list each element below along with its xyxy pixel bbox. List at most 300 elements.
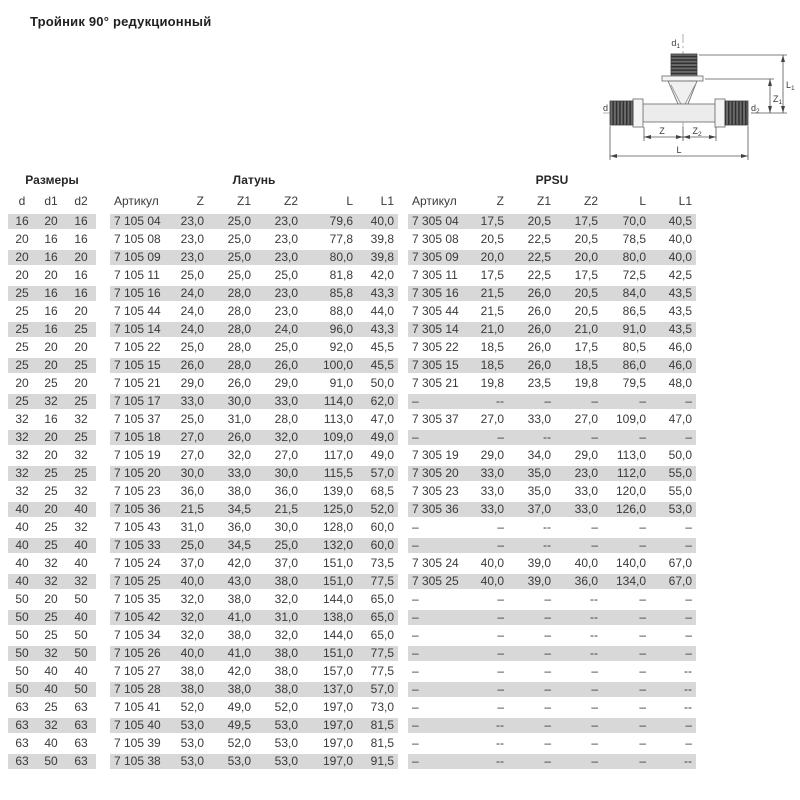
- article-cell: 7 105 26: [110, 645, 162, 663]
- size-cell: 16: [36, 249, 66, 267]
- fitting-diagram: [575, 15, 800, 165]
- value-cell: 49,0: [208, 699, 255, 717]
- value-cell: 60,0: [357, 519, 398, 537]
- size-cell: 50: [8, 609, 36, 627]
- size-cell: 50: [8, 663, 36, 681]
- column-gap: [398, 357, 408, 375]
- value-cell: –: [650, 537, 696, 555]
- column-gap: [96, 393, 110, 411]
- size-cell: 20: [36, 429, 66, 447]
- col-header-ppsu-article: Артикул: [412, 194, 457, 208]
- value-cell: 17,5: [462, 267, 508, 285]
- column-gap: [398, 429, 408, 447]
- size-cell: 40: [36, 735, 66, 753]
- value-cell: 21,0: [462, 321, 508, 339]
- value-cell: –: [555, 537, 602, 555]
- value-cell: 28,0: [255, 411, 302, 429]
- table-row: [8, 735, 696, 753]
- table-row: [8, 339, 696, 357]
- column-gap: [96, 172, 110, 192]
- size-cell: 50: [8, 591, 36, 609]
- value-cell: 40,0: [162, 573, 208, 591]
- value-cell: –: [650, 393, 696, 411]
- value-cell: 49,0: [357, 429, 398, 447]
- value-cell: 32,0: [255, 627, 302, 645]
- table-row: [8, 249, 696, 267]
- value-cell: --: [555, 627, 602, 645]
- value-cell: 79,6: [302, 213, 357, 231]
- size-cell: 32: [66, 447, 96, 465]
- dim-label-l: L: [676, 145, 682, 155]
- value-cell: 53,0: [255, 735, 302, 753]
- value-cell: 33,0: [462, 501, 508, 519]
- value-cell: 88,0: [302, 303, 357, 321]
- table-row: [8, 375, 696, 393]
- value-cell: 80,0: [302, 249, 357, 267]
- value-cell: 92,0: [302, 339, 357, 357]
- value-cell: 144,0: [302, 591, 357, 609]
- article-cell: 7 105 19: [110, 447, 162, 465]
- col-header-d2: d2: [74, 194, 88, 208]
- value-cell: –: [650, 627, 696, 645]
- value-cell: 43,0: [208, 573, 255, 591]
- col-header-d1: d1: [44, 194, 58, 208]
- size-cell: 32: [66, 483, 96, 501]
- value-cell: 23,0: [162, 213, 208, 231]
- value-cell: –: [462, 645, 508, 663]
- value-cell: 86,0: [602, 357, 650, 375]
- size-cell: 20: [66, 339, 96, 357]
- value-cell: 40,5: [650, 213, 696, 231]
- column-gap: [398, 339, 408, 357]
- value-cell: 38,0: [162, 663, 208, 681]
- value-cell: 81,8: [302, 267, 357, 285]
- value-cell: 33,0: [255, 393, 302, 411]
- col-header-ppsu-l: L: [639, 194, 646, 208]
- column-gap: [96, 573, 110, 591]
- size-cell: 63: [66, 699, 96, 717]
- value-cell: 24,0: [162, 321, 208, 339]
- article-cell: 7 305 16: [408, 285, 462, 303]
- article-cell: 7 305 11: [408, 267, 462, 285]
- column-gap: [96, 645, 110, 663]
- table-row: [8, 321, 696, 339]
- value-cell: 132,0: [302, 537, 357, 555]
- value-cell: 46,0: [650, 339, 696, 357]
- size-cell: 20: [36, 591, 66, 609]
- value-cell: 46,0: [650, 357, 696, 375]
- value-cell: –: [602, 753, 650, 771]
- funnel-body: [668, 81, 697, 104]
- value-cell: 23,5: [508, 375, 555, 393]
- dim-label-z2: $Z_2$: [692, 126, 702, 138]
- value-cell: 42,0: [208, 555, 255, 573]
- value-cell: 22,5: [508, 267, 555, 285]
- size-cell: 40: [66, 501, 96, 519]
- size-cell: 50: [66, 591, 96, 609]
- column-gap: [398, 172, 408, 192]
- value-cell: 20,0: [555, 249, 602, 267]
- size-cell: 20: [36, 339, 66, 357]
- value-cell: 33,0: [208, 465, 255, 483]
- value-cell: 32,0: [255, 591, 302, 609]
- table-row: [8, 357, 696, 375]
- size-cell: 16: [36, 321, 66, 339]
- value-cell: 40,0: [462, 555, 508, 573]
- column-gap: [96, 375, 110, 393]
- article-cell: 7 105 14: [110, 321, 162, 339]
- value-cell: 28,0: [208, 303, 255, 321]
- col-header-brass-z1: Z1: [236, 194, 251, 208]
- value-cell: –: [462, 627, 508, 645]
- value-cell: 85,8: [302, 285, 357, 303]
- article-cell: 7 105 39: [110, 735, 162, 753]
- article-cell: 7 105 24: [110, 555, 162, 573]
- column-gap: [398, 555, 408, 573]
- value-cell: –: [555, 429, 602, 447]
- value-cell: 109,0: [302, 429, 357, 447]
- value-cell: –: [650, 735, 696, 753]
- value-cell: 52,0: [162, 699, 208, 717]
- value-cell: 34,0: [508, 447, 555, 465]
- article-cell: –: [408, 609, 462, 627]
- article-cell: 7 105 17: [110, 393, 162, 411]
- value-cell: 38,0: [255, 573, 302, 591]
- value-cell: 62,0: [357, 393, 398, 411]
- column-gap: [96, 213, 110, 231]
- table-row: [8, 393, 696, 411]
- value-cell: 31,0: [162, 519, 208, 537]
- column-gap: [398, 501, 408, 519]
- column-gap: [398, 393, 408, 411]
- arrow: [683, 135, 690, 139]
- value-cell: 23,0: [162, 231, 208, 249]
- article-cell: 7 305 15: [408, 357, 462, 375]
- value-cell: 37,0: [162, 555, 208, 573]
- value-cell: 30,0: [255, 465, 302, 483]
- column-gap: [398, 231, 408, 249]
- value-cell: 125,0: [302, 501, 357, 519]
- column-gap: [96, 717, 110, 735]
- column-gap: [398, 213, 408, 231]
- column-gap: [96, 285, 110, 303]
- value-cell: --: [508, 429, 555, 447]
- value-cell: –: [555, 393, 602, 411]
- size-cell: 32: [36, 645, 66, 663]
- value-cell: 24,0: [162, 303, 208, 321]
- value-cell: –: [650, 429, 696, 447]
- value-cell: 137,0: [302, 681, 357, 699]
- table-row: [8, 663, 696, 681]
- value-cell: 27,0: [555, 411, 602, 429]
- size-cell: 25: [36, 375, 66, 393]
- value-cell: 53,0: [162, 735, 208, 753]
- value-cell: 144,0: [302, 627, 357, 645]
- value-cell: 40,0: [555, 555, 602, 573]
- column-gap: [398, 375, 408, 393]
- value-cell: 30,0: [162, 465, 208, 483]
- column-gap: [96, 339, 110, 357]
- value-cell: 73,5: [357, 555, 398, 573]
- article-cell: 7 305 21: [408, 375, 462, 393]
- column-gap: [96, 249, 110, 267]
- value-cell: 17,5: [462, 213, 508, 231]
- article-cell: 7 305 44: [408, 303, 462, 321]
- article-cell: 7 305 14: [408, 321, 462, 339]
- value-cell: –: [602, 717, 650, 735]
- value-cell: 138,0: [302, 609, 357, 627]
- size-cell: 32: [36, 393, 66, 411]
- value-cell: 26,0: [208, 429, 255, 447]
- value-cell: 91,0: [302, 375, 357, 393]
- size-cell: 25: [8, 357, 36, 375]
- value-cell: 28,0: [208, 339, 255, 357]
- size-cell: 16: [8, 213, 36, 231]
- column-gap: [96, 429, 110, 447]
- size-cell: 32: [8, 429, 36, 447]
- arrow: [781, 106, 785, 113]
- size-cell: 16: [66, 267, 96, 285]
- value-cell: 38,0: [255, 681, 302, 699]
- value-cell: 91,0: [602, 321, 650, 339]
- value-cell: 45,5: [357, 357, 398, 375]
- dim-label-z: Z: [659, 126, 665, 136]
- value-cell: 28,0: [208, 357, 255, 375]
- value-cell: 53,0: [650, 501, 696, 519]
- value-cell: –: [602, 429, 650, 447]
- table-row: [8, 627, 696, 645]
- article-cell: –: [408, 591, 462, 609]
- value-cell: 139,0: [302, 483, 357, 501]
- size-cell: 32: [8, 447, 36, 465]
- value-cell: 77,5: [357, 645, 398, 663]
- article-cell: –: [408, 735, 462, 753]
- value-cell: –: [602, 393, 650, 411]
- value-cell: 65,0: [357, 627, 398, 645]
- column-gap: [398, 447, 408, 465]
- article-cell: 7 105 33: [110, 537, 162, 555]
- value-cell: 109,0: [602, 411, 650, 429]
- column-gap: [398, 717, 408, 735]
- size-cell: 40: [8, 555, 36, 573]
- article-cell: 7 105 43: [110, 519, 162, 537]
- article-cell: 7 305 19: [408, 447, 462, 465]
- value-cell: 65,0: [357, 591, 398, 609]
- value-cell: –: [508, 645, 555, 663]
- size-cell: 20: [66, 249, 96, 267]
- group-header-brass: Латунь: [232, 173, 276, 187]
- article-cell: –: [408, 681, 462, 699]
- value-cell: 19,8: [555, 375, 602, 393]
- value-cell: 23,0: [255, 303, 302, 321]
- value-cell: 25,0: [208, 213, 255, 231]
- table-row: [8, 537, 696, 555]
- value-cell: –: [650, 717, 696, 735]
- value-cell: 53,0: [255, 717, 302, 735]
- arrow: [610, 154, 617, 158]
- value-cell: 77,5: [357, 663, 398, 681]
- value-cell: 39,8: [357, 249, 398, 267]
- value-cell: 28,0: [208, 285, 255, 303]
- size-cell: 16: [36, 285, 66, 303]
- table-row: [8, 591, 696, 609]
- value-cell: 36,0: [555, 573, 602, 591]
- table-body: [8, 213, 696, 771]
- column-header-row: [8, 192, 696, 213]
- col-header-brass-l: L: [346, 194, 353, 208]
- article-cell: 7 105 04: [110, 213, 162, 231]
- group-header-sizes: Размеры: [25, 173, 79, 187]
- value-cell: 20,5: [555, 303, 602, 321]
- size-cell: 20: [36, 267, 66, 285]
- value-cell: 57,0: [357, 465, 398, 483]
- column-gap: [398, 645, 408, 663]
- value-cell: –: [650, 519, 696, 537]
- value-cell: 37,0: [508, 501, 555, 519]
- value-cell: 112,0: [602, 465, 650, 483]
- size-cell: 25: [66, 465, 96, 483]
- column-gap: [96, 447, 110, 465]
- article-cell: 7 105 11: [110, 267, 162, 285]
- size-cell: 16: [36, 231, 66, 249]
- group-header-ppsu: PPSU: [535, 173, 569, 187]
- value-cell: –: [508, 663, 555, 681]
- size-cell: 25: [36, 609, 66, 627]
- value-cell: 36,0: [255, 483, 302, 501]
- dimensions-table: [8, 172, 696, 771]
- size-cell: 20: [8, 267, 36, 285]
- value-cell: –: [508, 609, 555, 627]
- article-cell: 7 305 25: [408, 573, 462, 591]
- value-cell: 23,0: [255, 249, 302, 267]
- value-cell: 67,0: [650, 555, 696, 573]
- value-cell: 50,0: [357, 375, 398, 393]
- value-cell: --: [462, 735, 508, 753]
- value-cell: 33,0: [555, 483, 602, 501]
- value-cell: –: [555, 699, 602, 717]
- value-cell: 25,0: [162, 339, 208, 357]
- value-cell: 115,5: [302, 465, 357, 483]
- value-cell: 80,5: [602, 339, 650, 357]
- value-cell: –: [555, 681, 602, 699]
- value-cell: 21,0: [555, 321, 602, 339]
- value-cell: 34,5: [208, 537, 255, 555]
- column-gap: [96, 591, 110, 609]
- value-cell: 55,0: [650, 465, 696, 483]
- article-cell: 7 305 36: [408, 501, 462, 519]
- value-cell: –: [602, 645, 650, 663]
- value-cell: –: [602, 519, 650, 537]
- value-cell: 29,0: [162, 375, 208, 393]
- value-cell: 20,0: [462, 249, 508, 267]
- value-cell: 19,8: [462, 375, 508, 393]
- value-cell: 31,0: [255, 609, 302, 627]
- column-gap: [398, 681, 408, 699]
- table-row: [8, 411, 696, 429]
- column-gap: [96, 609, 110, 627]
- article-cell: 7 105 22: [110, 339, 162, 357]
- value-cell: 26,0: [508, 285, 555, 303]
- value-cell: 113,0: [602, 447, 650, 465]
- table-row: [8, 555, 696, 573]
- value-cell: 20,5: [508, 213, 555, 231]
- value-cell: –: [602, 681, 650, 699]
- size-cell: 25: [36, 483, 66, 501]
- value-cell: 49,0: [357, 447, 398, 465]
- size-cell: 25: [8, 339, 36, 357]
- article-cell: 7 305 09: [408, 249, 462, 267]
- value-cell: 43,3: [357, 285, 398, 303]
- column-gap: [398, 465, 408, 483]
- value-cell: --: [462, 753, 508, 771]
- article-cell: 7 105 23: [110, 483, 162, 501]
- value-cell: 35,0: [508, 483, 555, 501]
- value-cell: --: [462, 393, 508, 411]
- column-gap: [96, 753, 110, 771]
- column-gap: [398, 663, 408, 681]
- article-cell: –: [408, 663, 462, 681]
- value-cell: 40,0: [650, 249, 696, 267]
- value-cell: 40,0: [462, 573, 508, 591]
- value-cell: –: [462, 681, 508, 699]
- column-gap: [398, 303, 408, 321]
- arrow: [676, 135, 683, 139]
- value-cell: –: [602, 699, 650, 717]
- value-cell: 25,0: [162, 411, 208, 429]
- value-cell: 120,0: [602, 483, 650, 501]
- value-cell: 197,0: [302, 699, 357, 717]
- value-cell: 80,0: [602, 249, 650, 267]
- value-cell: –: [555, 735, 602, 753]
- value-cell: 26,0: [508, 321, 555, 339]
- col-header-brass-z: Z: [196, 194, 204, 208]
- value-cell: 84,0: [602, 285, 650, 303]
- table-row: [8, 645, 696, 663]
- value-cell: 32,0: [162, 591, 208, 609]
- value-cell: –: [602, 591, 650, 609]
- size-cell: 25: [66, 429, 96, 447]
- value-cell: 23,0: [255, 213, 302, 231]
- value-cell: –: [508, 393, 555, 411]
- table-row: [8, 483, 696, 501]
- value-cell: 32,0: [255, 429, 302, 447]
- col-header-ppsu-z1: Z1: [536, 194, 551, 208]
- value-cell: 23,0: [255, 285, 302, 303]
- column-gap: [96, 483, 110, 501]
- column-gap: [96, 303, 110, 321]
- left-flange: [633, 99, 643, 127]
- value-cell: 197,0: [302, 735, 357, 753]
- value-cell: 25,0: [255, 339, 302, 357]
- value-cell: 23,0: [162, 249, 208, 267]
- column-gap: [398, 735, 408, 753]
- value-cell: 140,0: [602, 555, 650, 573]
- size-cell: 25: [8, 393, 36, 411]
- value-cell: 21,5: [162, 501, 208, 519]
- size-cell: 40: [66, 609, 96, 627]
- article-cell: 7 105 18: [110, 429, 162, 447]
- column-gap: [398, 537, 408, 555]
- size-cell: 50: [8, 627, 36, 645]
- value-cell: 33,0: [462, 465, 508, 483]
- article-cell: 7 105 38: [110, 753, 162, 771]
- value-cell: –: [555, 717, 602, 735]
- value-cell: 40,0: [162, 645, 208, 663]
- article-cell: 7 105 16: [110, 285, 162, 303]
- value-cell: 151,0: [302, 645, 357, 663]
- col-header-ppsu-z: Z: [496, 194, 504, 208]
- value-cell: –: [508, 753, 555, 771]
